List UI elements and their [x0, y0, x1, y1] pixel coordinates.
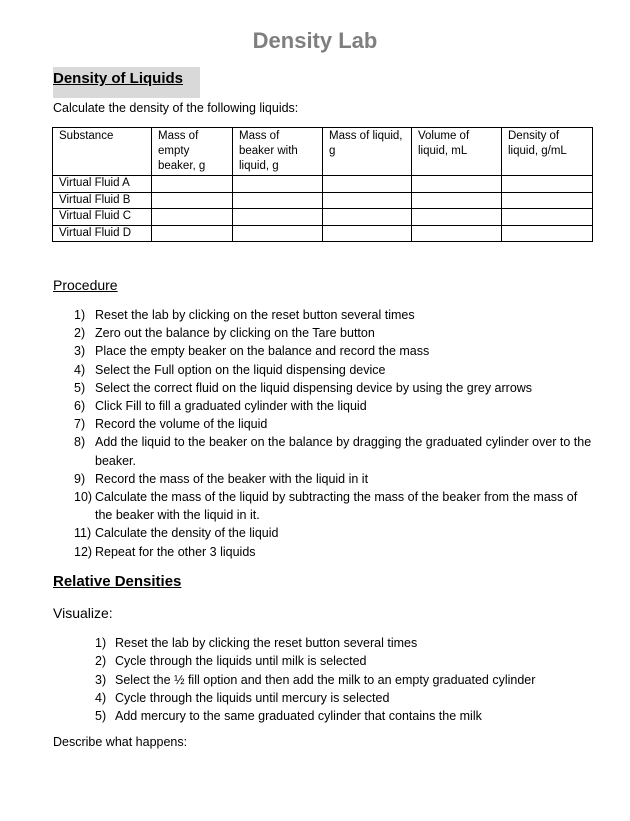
empty-cell[interactable] — [412, 209, 502, 226]
table-row — [53, 192, 593, 209]
empty-cell[interactable] — [412, 176, 502, 193]
empty-cell[interactable] — [502, 225, 593, 242]
empty-cell[interactable] — [233, 176, 323, 193]
visualize-label: Visualize: — [53, 605, 113, 621]
procedure-heading: Procedure — [53, 277, 118, 293]
page-title: Density Lab — [252, 28, 378, 53]
empty-cell[interactable] — [233, 192, 323, 209]
empty-cell[interactable] — [152, 225, 233, 242]
list-item: 2) Cycle through the liquids until milk is selected — [95, 654, 367, 669]
density-table — [52, 127, 593, 242]
liquids-instruction: Calculate the density of the following liquids: — [53, 101, 299, 115]
table-header-row — [53, 128, 593, 176]
empty-cell[interactable] — [152, 192, 233, 209]
table-row — [53, 209, 593, 226]
list-item: 1) Reset the lab by clicking on the reset button several times — [74, 308, 415, 322]
table-row — [53, 225, 593, 242]
empty-cell[interactable] — [502, 192, 593, 209]
empty-cell[interactable] — [323, 176, 412, 193]
list-item: 6) Click Fill to fill a graduated cylinder with the liquid — [74, 399, 367, 414]
empty-cell[interactable] — [502, 209, 593, 226]
empty-cell[interactable] — [323, 192, 412, 209]
list-item: 11) Calculate the density of the liquid — [74, 526, 279, 541]
list-item: 2) Zero out the balance by clicking on the Tare button — [74, 326, 375, 341]
list-item: 7) Record the volume of the liquid — [74, 417, 268, 432]
empty-cell[interactable] — [233, 225, 323, 242]
relative-densities-heading: Relative Densities — [53, 573, 182, 590]
empty-cell[interactable] — [323, 225, 412, 242]
list-item: 12) Repeat for the other 3 liquids — [74, 544, 256, 559]
list-item: 3) Place the empty beaker on the balance and record the mass — [74, 344, 430, 359]
list-item: 5) Add mercury to the same graduated cylinder that contains the milk — [95, 709, 482, 724]
table-row — [53, 176, 593, 193]
column-header: Mass of empty beaker, g — [152, 128, 233, 176]
list-item: 1) Reset the lab by clicking the reset button several times — [95, 636, 418, 650]
substance-cell: Virtual Fluid C — [53, 209, 152, 226]
substance-cell: Virtual Fluid B — [53, 192, 152, 209]
visualize-list — [95, 634, 595, 725]
liquids-heading: Density of Liquids — [53, 67, 200, 98]
list-item: 4) Select the Full option on the liquid dispensing device — [74, 362, 386, 377]
column-header: Volume of liquid, mL — [412, 128, 502, 176]
empty-cell[interactable] — [502, 176, 593, 193]
empty-cell[interactable] — [412, 225, 502, 242]
empty-cell[interactable] — [152, 176, 233, 193]
empty-cell[interactable] — [412, 192, 502, 209]
substance-cell: Virtual Fluid D — [53, 225, 152, 242]
column-header: Substance — [53, 128, 152, 176]
column-header: Density of liquid, g/mL — [502, 128, 593, 176]
substance-cell: Virtual Fluid A — [53, 176, 152, 193]
list-item: 4) Cycle through the liquids until mercury is selected — [95, 690, 390, 705]
column-header: Mass of liquid, g — [323, 128, 412, 176]
empty-cell[interactable] — [323, 209, 412, 226]
list-item: 5) Select the correct fluid on the liquid dispensing device by using the grey arrows — [74, 380, 533, 395]
empty-cell[interactable] — [152, 209, 233, 226]
list-item: 9) Record the mass of the beaker with the liquid in it — [74, 471, 369, 486]
procedure-list — [74, 306, 594, 561]
list-item: 3) Select the ½ fill option and then add the milk to an empty graduated cylinder — [95, 672, 536, 687]
describe-prompt: Describe what happens: — [53, 735, 188, 749]
list-item: 8) Add the liquid to the beaker on the balance by dragging the graduated cylinder over to the beaker. — [74, 435, 592, 468]
list-item: 10) Calculate the mass of the liquid by subtracting the mass of the beaker from the mass of the beaker with the liquid in it. — [74, 490, 578, 523]
empty-cell[interactable] — [233, 209, 323, 226]
column-header: Mass of beaker with liquid, g — [233, 128, 323, 176]
